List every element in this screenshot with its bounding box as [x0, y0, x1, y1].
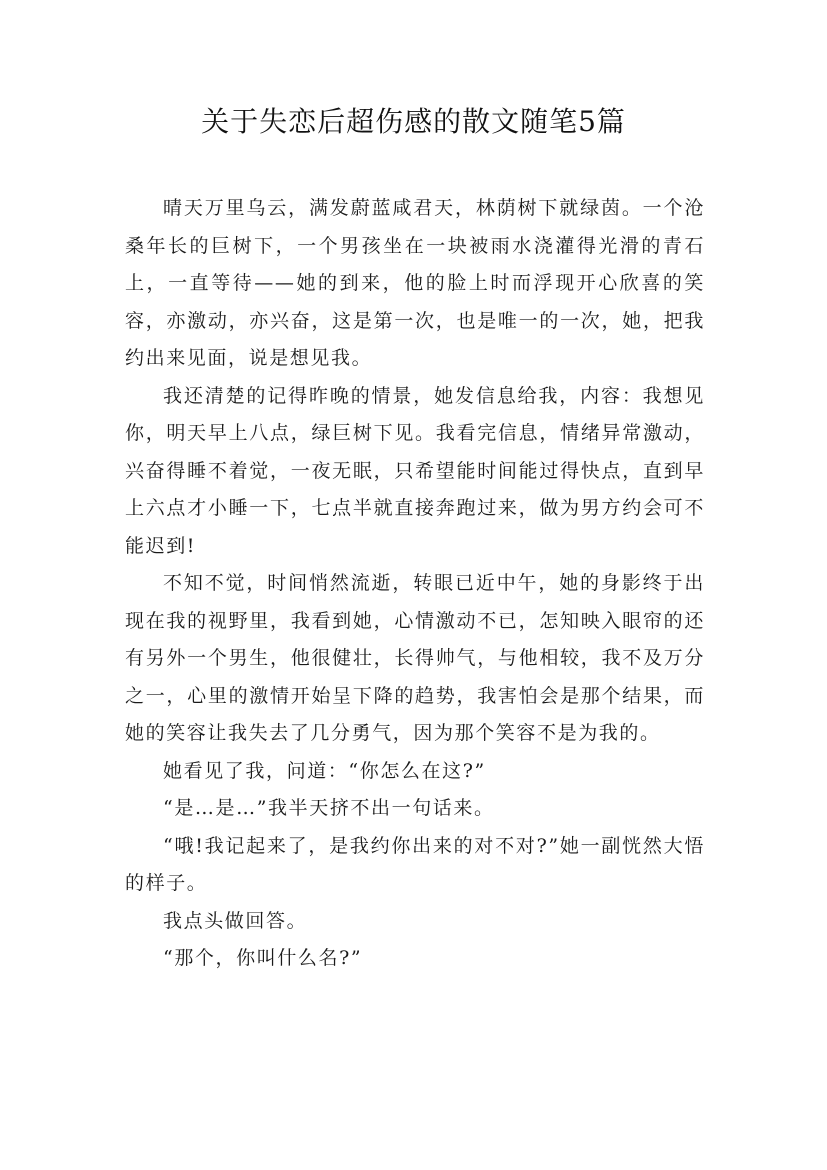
paragraph: 我还清楚的记得昨晚的情景，她发信息给我，内容：我想见你，明天早上八点，绿巨树下见。我看完信息，情绪异常激动，兴奋得睡不着觉，一夜无眠，只希望能时间能过得快点，直到早上六点才小睡一下，七点半就直接奔跑过来，做为男方约会可不能迟到!: [125, 384, 705, 557]
paragraph: “哦!我记起来了，是我约你出来的对不对?”她一副恍然大悟的样子。: [125, 834, 705, 894]
paragraph: 晴天万里乌云，满发蔚蓝咸君天，林荫树下就绿茵。一个沧桑年长的巨树下，一个男孩坐在一块被雨水浇灌得光滑的青石上，一直等待——她的到来，他的脸上时而浮现开心欣喜的笑容，亦激动，亦兴奋，这是第一次，也是唯一的一次，她，把我约出来见面，说是想见我。: [125, 197, 705, 369]
document-title: 关于失恋后超伤感的散文随笔5篇: [201, 105, 626, 138]
paragraph: 她看见了我，问道：“你怎么在这?”: [163, 759, 486, 782]
paragraph: 我点头做回答。: [163, 909, 308, 932]
paragraph: “那个，你叫什么名?”: [163, 947, 363, 969]
paragraph: “是…是…”我半天挤不出一句话来。: [163, 797, 495, 819]
document-body: [125, 190, 705, 978]
paragraph: 不知不觉，时间悄然流逝，转眼已近中午，她的身影终于出现在我的视野里，我看到她，心情激动不已，怎知映入眼帘的还有另外一个男生，他很健壮，长得帅气，与他相较，我不及万分之一，心里的激情开始呈下降的趋势，我害怕会是那个结果，而她的笑容让我失去了几分勇气，因为那个笑容不是为我的。: [125, 572, 705, 744]
